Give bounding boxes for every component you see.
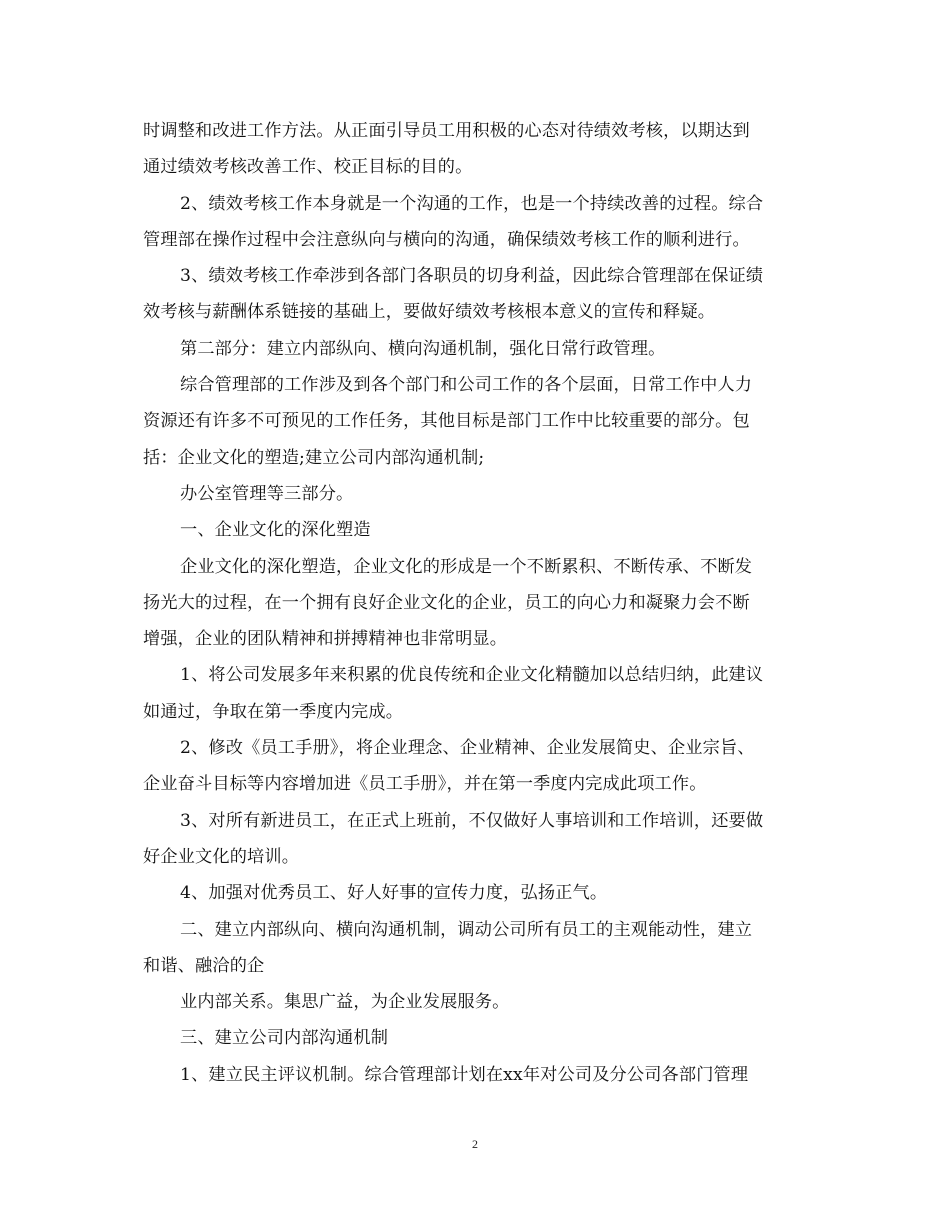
text-line: 企业奋斗目标等内容增加进《员工手册》，并在第一季度内完成此项工作。 [143, 774, 707, 795]
text-line: 时调整和改进工作方法。从正面引导员工用积极的心态对待绩效考核，以期达到 [143, 121, 750, 141]
text-line: 综合管理部的工作涉及到各个部门和公司工作的各个层面，日常工作中人力 [180, 375, 753, 396]
text-line: 通过绩效考核改善工作、校正目标的目的。 [143, 157, 473, 178]
page-number: 2 [472, 1137, 478, 1151]
text-line: 4、加强对优秀员工、好人好事的宣传力度，弘扬正气。 [180, 883, 608, 904]
text-line: 如通过，争取在第一季度内完成。 [143, 701, 404, 722]
text-line: 2、修改《员工手册》，将企业理念、企业精神、企业发展简史、企业宗旨、 [180, 738, 755, 759]
text-line: 企业文化的深化塑造，企业文化的形成是一个不断累积、不断传承、不断发 [180, 556, 753, 577]
text-line: 二、建立内部纵向、横向沟通机制，调动公司所有员工的主观能动性，建立 [180, 919, 753, 940]
text-line: 扬光大的过程，在一个拥有良好企业文化的企业，员工的向心力和凝聚力会不断 [143, 592, 750, 613]
text-line: 效考核与薪酬体系链接的基础上，要做好绩效考核根本意义的宣传和释疑。 [143, 302, 716, 323]
text-line: 一、企业文化的深化塑造 [180, 520, 371, 541]
text-line: 3、对所有新进员工，在正式上班前，不仅做好人事培训和工作培训，还要做 [180, 810, 764, 831]
text-line: 括：企业文化的塑造;建立公司内部沟通机制; [143, 447, 485, 468]
text-line: 业内部关系。集思广益，为企业发展服务。 [180, 992, 510, 1013]
text-line: 和谐、融洽的企 [143, 955, 265, 976]
text-line: 三、建立公司内部沟通机制 [180, 1028, 389, 1049]
text-line: 1、建立民主评议机制。综合管理部计划在xx年对公司及分公司各部门管理 [180, 1064, 749, 1085]
text-line: 办公室管理等三部分。 [180, 483, 354, 504]
text-line: 资源还有许多不可预见的工作任务，其他目标是部门工作中比较重要的部分。包 [143, 411, 750, 432]
text-line: 好企业文化的培训。 [143, 846, 300, 867]
text-line: 管理部在操作过程中会注意纵向与横向的沟通，确保绩效考核工作的顺利进行。 [143, 229, 750, 250]
text-line: 第二部分：建立内部纵向、横向沟通机制，强化日常行政管理。 [180, 338, 666, 359]
text-line: 1、将公司发展多年来积累的优良传统和企业文化精髓加以总结归纳，此建议 [180, 665, 764, 686]
document-body [143, 113, 807, 1093]
text-line: 2、绩效考核工作本身就是一个沟通的工作，也是一个持续改善的过程。综合 [180, 193, 764, 214]
text-line: 3、绩效考核工作牵涉到各部门各职员的切身利益，因此综合管理部在保证绩 [180, 266, 764, 287]
text-line: 增强，企业的团队精神和拼搏精神也非常明显。 [143, 629, 508, 650]
